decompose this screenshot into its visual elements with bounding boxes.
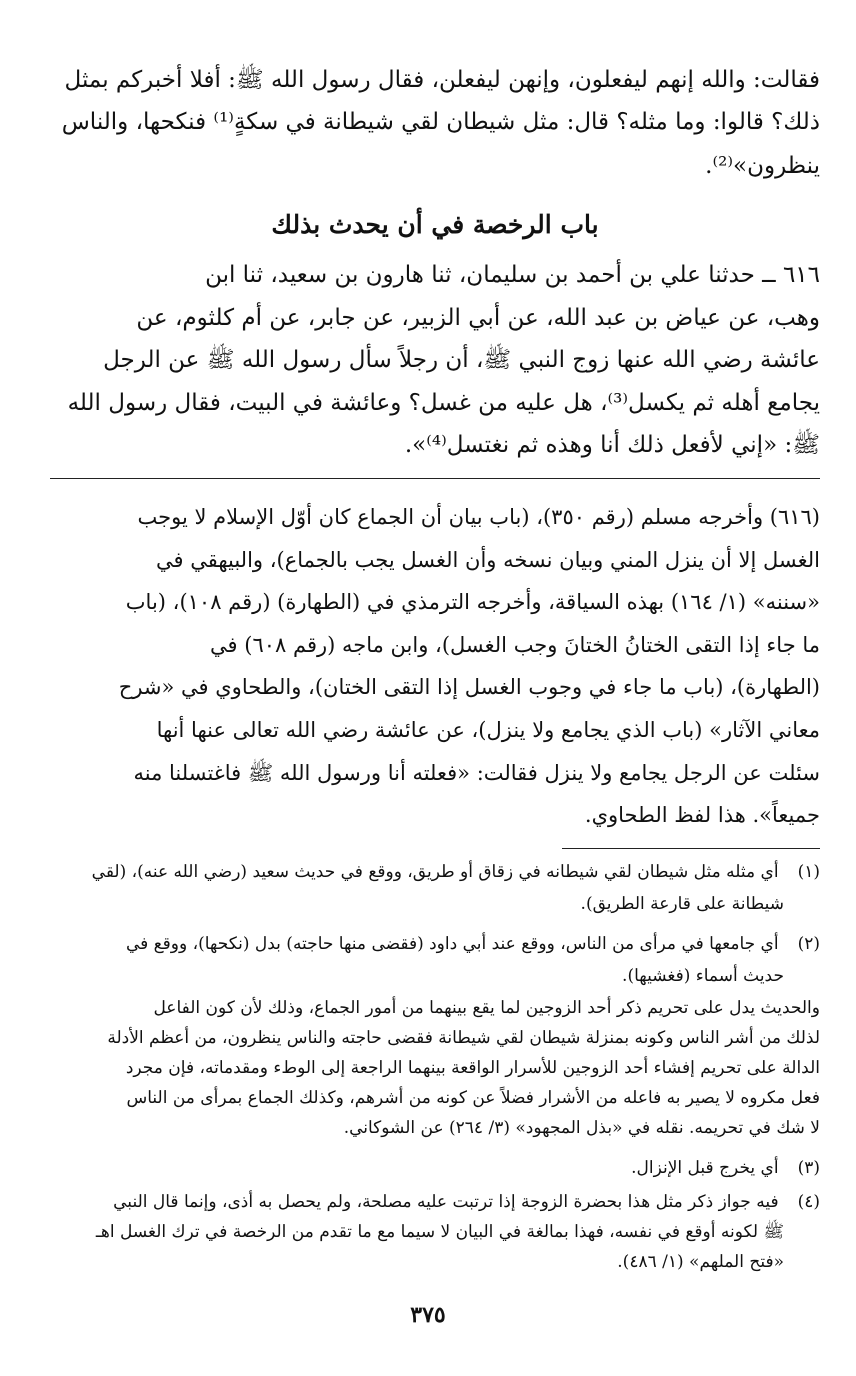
takhrij-line: (٦١٦) وأخرجه مسلم (رقم ٣٥٠)، (باب بيان أن الجماع كان أوّل الإسلام لا يوجب <box>137 505 820 529</box>
takhrij-line: معاني الآثار» (باب الذي يجامع ولا ينزل)، عن عائشة رضي الله تعالى عنها أنها <box>156 718 820 742</box>
takhrij-line: ما جاء إذا التقى الختانُ الختانَ وجب الغسل)، وابن ماجه (رقم ٦٠٨) في <box>210 633 820 657</box>
hadith-616-line: يجامع أهله ثم يكسل⁽³⁾، هل عليه من غسل؟ وعائشة في البيت، فقال رسول الله <box>67 390 820 416</box>
footnote-1 <box>50 858 820 886</box>
commentary-line: والحديث يدل على تحريم ذكر أحد الزوجين لما يقع بينهما من أمور الجماع، وذلك لأن كون الفاعل <box>153 998 820 1018</box>
hadith-616-line: ٦١٦ ــ حدثنا علي بن أحمد بن سليمان، ثنا هارون بن سعيد، ثنا ابن <box>205 262 820 288</box>
hadith-616-line: وهب، عن عياض بن عبد الله، عن أبي الزبير، عن جابر، عن أم كلثوم، عن <box>136 305 820 331</box>
takhrij-divider <box>50 478 820 479</box>
commentary-line: لذلك من أشر الناس وكونه بمنزلة شيطان لقي شيطانة فقضى حاجته والناس ينظرون، من أعظم الأدلة <box>107 1028 820 1048</box>
takhrij-line: جميعاً». هذا لفظ الطحاوي. <box>584 803 820 827</box>
commentary-line: الدالة على تحريم إفشاء أحد الزوجين للأسرار الواقعة بينهما الراجعة إلى الوطء ومقدماته، فإن مجرد <box>125 1058 820 1078</box>
footnote-text: فيه جواز ذكر مثل هذا بحضرة الزوجة إذا ترتبت عليه مصلحة، ولم يحصل به أذى، وإنما قال النبي <box>113 1192 779 1212</box>
footnote-4-cont: «فتح الملهم» (١/ ٤٨٦). <box>617 1252 784 1272</box>
footnote-divider <box>562 848 820 849</box>
takhrij-line: (الطهارة)، (باب ما جاء في وجوب الغسل إذا التقى الختان)، والطحاوي في «شرح <box>118 675 820 699</box>
footnote-number: (١) <box>797 862 820 882</box>
takhrij-line: الغسل إلا أن ينزل المني وبيان نسخه وأن الغسل يجب بالجماع)، والبيهقي في <box>155 548 820 572</box>
footnote-4-cont: ﷺ لكونه أوقع في نفسه، فهذا بمالغة في البيان لا سيما مع ما تقدم من الرخصة في ترك الغسل اهـ <box>95 1222 784 1242</box>
takhrij-line: «سننه» (١/ ١٦٤) بهذه السياقة، وأخرجه الترمذي في (الطهارة) (رقم ١٠٨)، (باب <box>125 590 820 614</box>
footnote-number: (٣) <box>797 1158 820 1178</box>
hadith-ending-line: ذلك؟ قالوا: وما مثله؟ قال: مثل شيطان لقي شيطانة في سكةٍ⁽¹⁾ فنكحها، والناس <box>61 109 820 135</box>
footnote-number: (٢) <box>797 934 820 954</box>
footnote-text: أي مثله مثل شيطان لقي شيطانه في زقاق أو طريق، ووقع في حديث سعيد (رضي الله عنه)، (لقي <box>91 862 779 882</box>
hadith-ending-line: ينظرون»⁽²⁾. <box>705 153 820 179</box>
footnote-text: أي جامعها في مرأى من الناس، ووقع عند أبي داود (فقضى منها حاجته) بدل (نكحها)، ووقع في <box>125 934 779 954</box>
footnote-2 <box>50 930 820 958</box>
hadith-616-line: عائشة رضي الله عنها زوج النبي ﷺ، أن رجلاً سأل رسول الله ﷺ عن الرجل <box>103 347 820 373</box>
footnote-3 <box>50 1154 820 1182</box>
commentary-line: لا شك في تحريمه. نقله في «بذل المجهود» (٣/ ٢٦٤) عن الشوكاني. <box>343 1118 820 1138</box>
footnote-4 <box>50 1188 820 1216</box>
footnote-1-cont: شيطانة على قارعة الطريق). <box>580 894 784 914</box>
footnote-text: أي يخرج قبل الإنزال. <box>631 1158 779 1178</box>
page-number: ٣٧٥ <box>410 1302 446 1328</box>
takhrij-line: سئلت عن الرجل يجامع ولا ينزل فقالت: «فعلته أنا ورسول الله ﷺ فاغتسلنا منه <box>133 761 820 785</box>
footnote-number: (٤) <box>797 1192 820 1212</box>
hadith-616-line: ﷺ: «إني لأفعل ذلك أنا وهذه ثم نغتسل⁽⁴⁾». <box>404 432 820 458</box>
chapter-title: باب الرخصة في أن يحدث بذلك <box>271 210 599 239</box>
commentary-line: فعل مكروه لا يصير به فاعله من الأشرار فضلاً عن كونه من أشرهم، وكذلك الجماع بمرأى من الناس <box>126 1088 820 1108</box>
footnote-2-cont: حديث أسماء (فغشيها). <box>622 966 784 986</box>
hadith-ending-line: فقالت: والله إنهم ليفعلون، وإنهن ليفعلن، فقال رسول الله ﷺ: أفلا أخبركم بمثل <box>64 67 820 93</box>
